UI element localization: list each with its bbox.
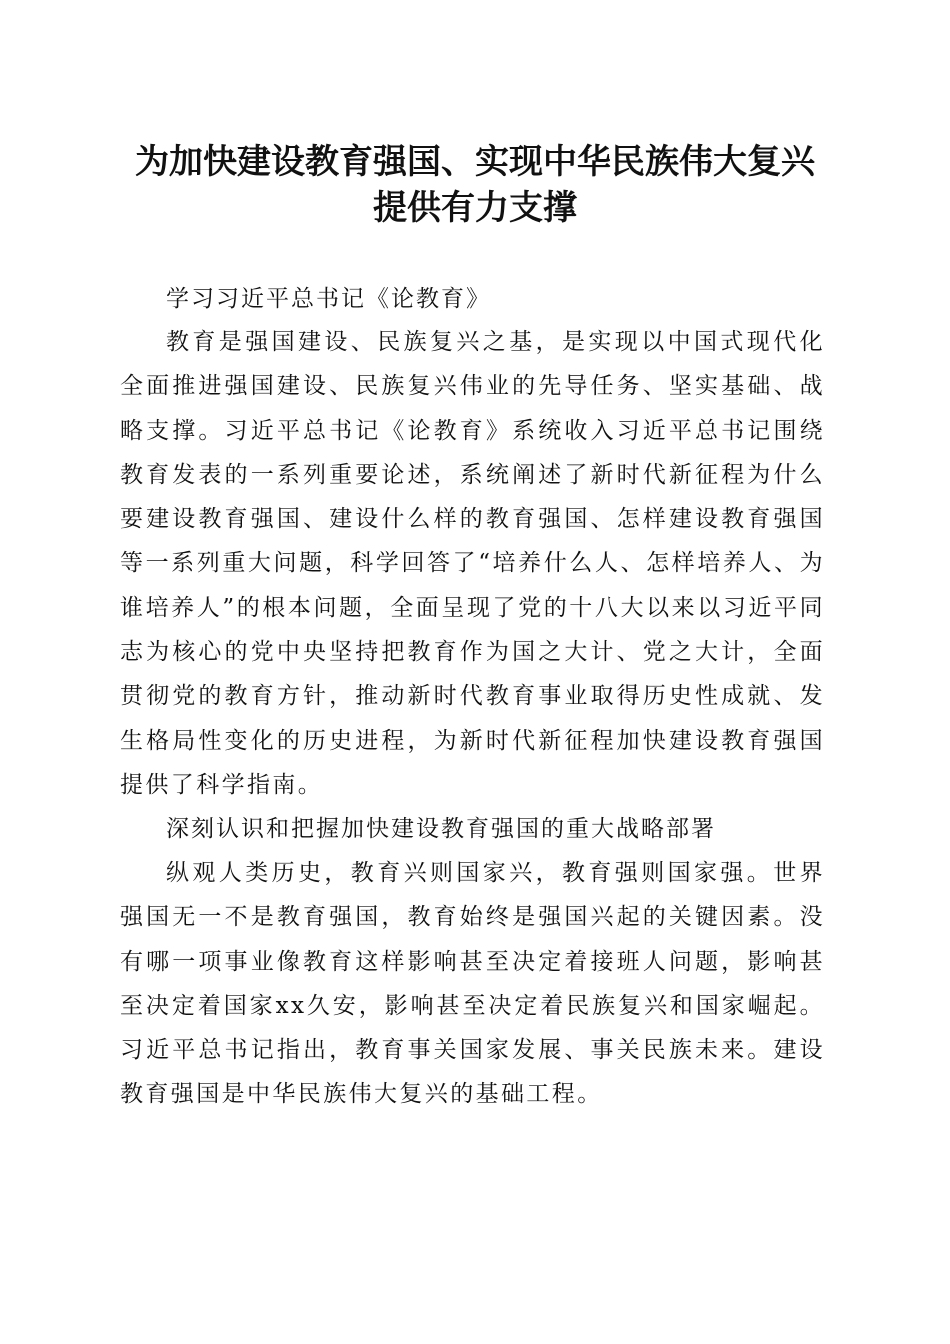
document-title-line-1: 为加快建设教育强国、实现中华民族伟大复兴 bbox=[135, 142, 815, 182]
document-title-line-2: 提供有力支撑 bbox=[373, 188, 577, 228]
document-subtitle: 学习习近平总书记《论教育》 bbox=[166, 286, 491, 312]
paragraph-2: 纵观人类历史，教育兴则国家兴，教育强则国家强。世界强国无一不是教育强国，教育始终是强国兴起的关键因素。没有哪一项事业像教育这样影响甚至决定着接班人问题，影响甚至决定着国家xx久安，影响甚至决定着民族复兴和国家崛起。习近平总书记指出，教育事关国家发展、事关民族未来。建设教育强国是中华民族伟大复兴的基础工程。 bbox=[120, 860, 825, 1108]
section-heading: 深刻认识和把握加快建设教育强国的重大战略部署 bbox=[166, 816, 716, 842]
paragraph-1: 教育是强国建设、民族复兴之基，是实现以中国式现代化全面推进强国建设、民族复兴伟业的先导任务、坚实基础、战略支撑。习近平总书记《论教育》系统收入习近平总书记围绕教育发表的一系列重要论述，系统阐述了新时代新征程为什么要建设教育强国、建设什么样的教育强国、怎样建设教育强国等一系列重大问题，科学回答了“培养什么人、怎样培养人、为谁培养人”的根本问题，全面呈现了党的十八大以来以习近平同志为核心的党中央坚持把教育作为国之大计、党之大计，全面贯彻党的教育方针，推动新时代教育事业取得历史性成就、发生格局性变化的历史进程，为新时代新征程加快建设教育强国提供了科学指南。 bbox=[120, 329, 825, 798]
